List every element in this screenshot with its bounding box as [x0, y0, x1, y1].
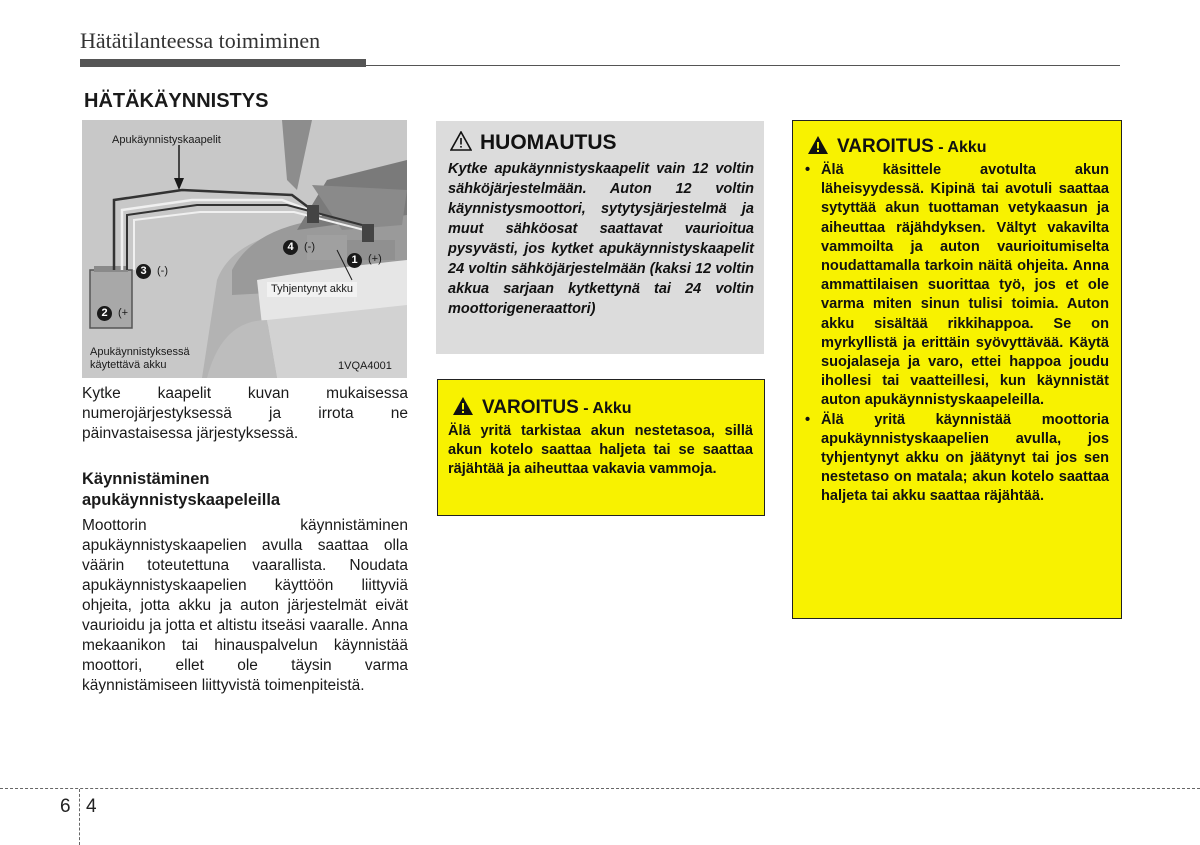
page-chapter: 6: [60, 796, 71, 817]
car-trunk-illustration: [82, 120, 407, 378]
warning-large-title-text: VAROITUS: [837, 136, 934, 157]
body-paragraph: Moottorin käynnistäminen apukäynnistyskaapelien avulla saattaa olla väärin toteutettuna vaarallista. Noudata apukäynnistyskaapelien käyttöön liittyviä ohjeita, jotta akku ja auton järjestelmät eivät vaurioidu ja jotta et altistu itseäsi vaaralle. Anna mekaanikon tai hinauspalvelun käynnistää moottori, ellet ole täysin varma käynnistämiseen liittyvistä toimenpiteistä.: [82, 517, 408, 694]
warning-small-subtitle: - Akku: [583, 400, 632, 417]
marker-polarity-1: (+): [368, 253, 382, 265]
booster-battery-label-2: käytettävä akku: [90, 359, 167, 371]
page-number: 4: [86, 796, 97, 817]
booster-battery-label-1: Apukäynnistyksessä: [90, 346, 190, 358]
intro-paragraph: Kytke kaapelit kuvan mukaisessa numerojärjestyksessä ja irrota ne päinvastaisessa järjestyksessä.: [82, 385, 408, 442]
warning-large-subtitle: - Akku: [938, 139, 987, 156]
warning-large-list: [803, 161, 1109, 507]
warning-large-item-2-text: Älä yritä käynnistää moottoria apukäynnistyskaapelien avulla, jos tyhjentynyt akku on jäätynyt tai jos sen nestetaso on matala; akun kotelo saattaa haljeta tai akku saattaa räjähtää.: [821, 411, 1109, 505]
footer-divider: [79, 789, 80, 845]
warning-large-item-1: [803, 161, 1109, 411]
warning-triangle-icon: [807, 135, 829, 160]
warning-small-text: Älä yritä tarkistaa akun nestetasoa, sillä akun kotelo saattaa haljeta tai se saattaa räjähtää ja aiheuttaa vakavia vammoja.: [448, 423, 753, 478]
warning-small-title: [452, 396, 632, 421]
bullet-icon: •: [805, 162, 811, 178]
caution-triangle-icon: [450, 131, 472, 157]
header-bar: [80, 59, 366, 67]
notice-title: [450, 131, 617, 157]
warning-box-small: [437, 379, 765, 516]
jump-start-figure: [82, 120, 407, 378]
footer-rule: [0, 788, 1200, 789]
warning-large-item-2: [803, 411, 1109, 507]
notice-title-text: HUOMAUTUS: [480, 131, 617, 154]
bullet-icon: •: [805, 411, 811, 428]
marker-badge-2: 2: [97, 306, 112, 321]
empty-battery-label: Tyhjentynyt akku: [267, 282, 357, 297]
warning-large-item-1-text: Älä käsittele avotulta akun läheisyydessä. Kipinä tai avotuli saattaa sytyttää akun tuottaman vetykaasun ja aiheuttaa räjähdyksen. Vältyt vakavilta vammoilta ja auton vaurioitumiselta noudattamalla tarkoin näitä ohjeita. Anna ammattilaisen suorittaa työ, jos et ole varma miten sinun tulisi toimia. Auton akku sisältää rikkihappoa. Se on myrkyllistä ja erittäin syövyttävää. Käytä suojalaseja ja varo, ettei happoa joudu ihollesi tai vaatteillesi, kun käynnistät auton apukäynnistyskaapeleilla.: [821, 162, 1109, 409]
notice-text: Kytke apukäynnistyskaapelit vain 12 voltin sähköjärjestelmään. Auton 12 voltin käynnistysmoottori, sytytysjärjestelmä ja muut sähköosat saattavat vaurioitua pysyvästi, jos kytket apukäynnistyskaapelit 24 voltin sähköjärjestelmään (kaksi 12 voltin akkua sarjaan kytkettynä tai 24 voltin moottorigeneraattori): [448, 161, 754, 317]
marker-polarity-3: (-): [157, 265, 168, 277]
marker-badge-1: 1: [347, 253, 362, 268]
warning-box-large: [792, 120, 1122, 619]
figure-code: 1VQA4001: [338, 360, 392, 372]
marker-badge-4: 4: [283, 240, 298, 255]
warning-small-title-text: VAROITUS: [482, 397, 579, 418]
warning-triangle-icon: [452, 396, 474, 421]
marker-badge-3: 3: [136, 264, 151, 279]
marker-polarity-2: (+: [118, 307, 129, 319]
cables-label: Apukäynnistyskaapelit: [112, 134, 221, 146]
section-title: HÄTÄKÄYNNISTYS: [84, 90, 269, 112]
warning-large-title: [807, 135, 987, 160]
marker-polarity-4: (-): [304, 241, 315, 253]
header-rule: [366, 65, 1120, 66]
header-title: Hätätilanteessa toimiminen: [80, 28, 321, 53]
notice-box: [436, 121, 764, 354]
subheading: Käynnistäminen apukäynnistyskaapeleilla: [82, 470, 281, 509]
